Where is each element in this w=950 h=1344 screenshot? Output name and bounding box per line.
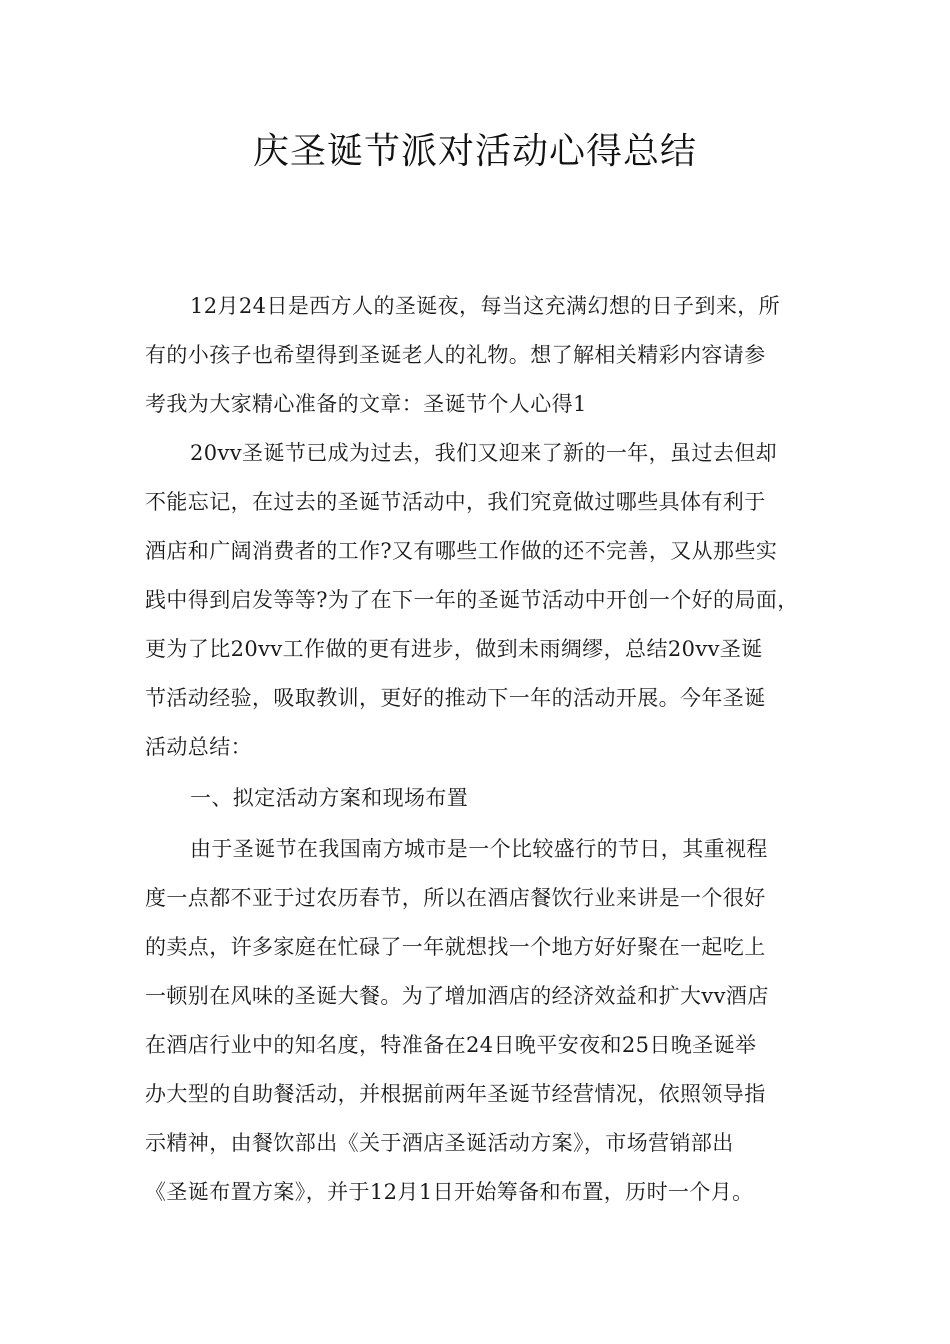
paragraph-line: 《圣诞布置方案》，并于12月1日开始筹备和布置，历时一个月。 — [145, 1180, 754, 1204]
paragraph-line: 示精神，由餐饮部出《关于酒店圣诞活动方案》，市场营销部出 — [145, 1131, 734, 1155]
document-title: 庆圣诞节派对活动心得总结 — [252, 131, 697, 172]
paragraph-line: 不能忘记，在过去的圣诞节活动中，我们究竟做过哪些具体有利于 — [145, 490, 766, 514]
paragraph-line: 由于圣诞节在我国南方城市是一个比较盛行的节日，其重视程 — [190, 837, 768, 861]
paragraph-line: 有的小孩子也希望得到圣诞老人的礼物。想了解相关精彩内容请参 — [145, 343, 766, 367]
paragraph-line: 活动总结： — [145, 735, 252, 759]
paragraph-line: 酒店和广阔消费者的工作?又有哪些工作做的还不完善，又从那些实 — [145, 539, 778, 563]
paragraph-line: 办大型的自助餐活动，并根据前两年圣诞节经营情况，依照领导指 — [145, 1082, 766, 1106]
paragraph-line: 的卖点，许多家庭在忙碌了一年就想找一个地方好好聚在一起吃上 — [145, 935, 766, 959]
paragraph-line: 度一点都不亚于过农历春节，所以在酒店餐饮行业来讲是一个很好 — [145, 886, 766, 910]
paragraph-line: 一顿别在风味的圣诞大餐。为了增加酒店的经济效益和扩大vv酒店 — [145, 984, 769, 1008]
paragraph-line: 考我为大家精心准备的文章：圣诞节个人心得1 — [145, 392, 587, 416]
paragraph-line: 20vv圣诞节已成为过去，我们又迎来了新的一年，虽过去但却 — [190, 441, 778, 465]
section-heading: 一、拟定活动方案和现场布置 — [190, 786, 469, 810]
paragraph-line: 践中得到启发等等?为了在下一年的圣诞节活动中开创一个好的局面， — [145, 588, 799, 612]
paragraph-line: 更为了比20vv工作做的更有进步，做到未雨绸缪，总结20vv圣诞 — [145, 637, 763, 661]
paragraph-line: 节活动经验，吸取教训，更好的推动下一年的活动开展。今年圣诞 — [145, 686, 766, 710]
paragraph-line: 12月24日是西方人的圣诞夜，每当这充满幻想的日子到来，所 — [190, 294, 781, 318]
paragraph-line: 在酒店行业中的知名度，特准备在24日晚平安夜和25日晚圣诞举 — [145, 1033, 757, 1057]
